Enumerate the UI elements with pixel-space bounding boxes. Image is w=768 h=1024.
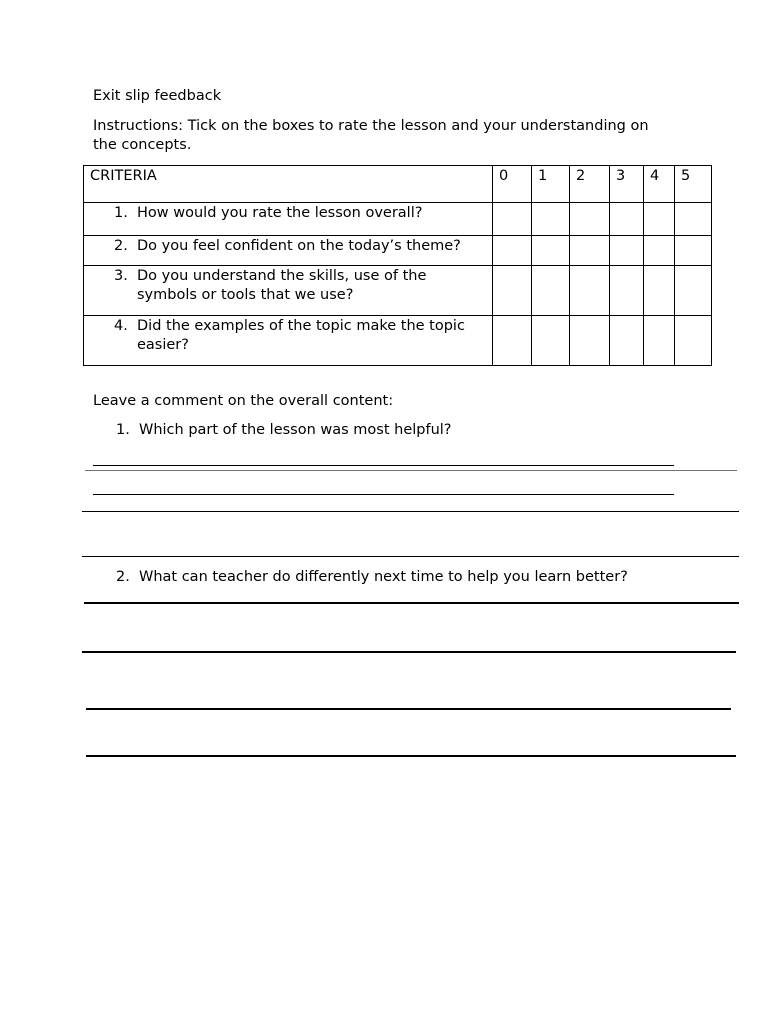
question-number: 2. [114, 238, 128, 254]
question-row-2 [84, 236, 712, 266]
comment-question-text: Which part of the lesson was most helpful? [139, 422, 452, 438]
rating-checkbox-q1-0[interactable] [493, 203, 532, 236]
question-cell [84, 266, 493, 316]
question-cell [84, 316, 493, 366]
question-number: 4. [114, 318, 128, 334]
question-row-1 [84, 203, 712, 236]
rating-checkbox-q4-3[interactable] [610, 316, 644, 366]
rating-checkbox-q1-4[interactable] [644, 203, 675, 236]
answer-line[interactable] [82, 651, 736, 653]
rating-checkbox-q4-5[interactable] [675, 316, 712, 366]
comment-question-text: What can teacher do differently next time to help you learn better? [139, 569, 628, 585]
rating-checkbox-q1-5[interactable] [675, 203, 712, 236]
question-cell [84, 236, 493, 266]
rating-checkbox-q3-1[interactable] [532, 266, 570, 316]
question-row-4 [84, 316, 712, 366]
scale-label-1: 1 [538, 168, 548, 184]
rating-checkbox-q3-3[interactable] [610, 266, 644, 316]
rating-checkbox-q4-4[interactable] [644, 316, 675, 366]
comment-question-number: 1. [116, 422, 130, 438]
question-text: Did the examples of the topic make the topic easier? [137, 318, 465, 353]
rating-checkbox-q2-1[interactable] [532, 236, 570, 266]
scale-header-cell [610, 166, 644, 203]
scale-label-5: 5 [681, 168, 691, 184]
rating-checkbox-q4-2[interactable] [570, 316, 610, 366]
rating-checkbox-q3-5[interactable] [675, 266, 712, 316]
question-text: Do you feel confident on the today’s theme? [137, 238, 461, 254]
comment-question-2 [116, 568, 628, 587]
question-row-3 [84, 266, 712, 316]
document-title: Exit slip feedback [93, 88, 222, 104]
answer-line[interactable] [93, 494, 674, 495]
rating-checkbox-q4-0[interactable] [493, 316, 532, 366]
answer-line[interactable] [86, 755, 736, 757]
rating-checkbox-q1-3[interactable] [610, 203, 644, 236]
comment-question-1 [116, 421, 452, 440]
rating-checkbox-q2-4[interactable] [644, 236, 675, 266]
question-text: How would you rate the lesson overall? [137, 205, 423, 221]
question-number: 3. [114, 268, 128, 284]
instructions-text: Instructions: Tick on the boxes to rate the lesson and your understanding on the concepts. [93, 118, 649, 153]
comment-question-number: 2. [116, 569, 130, 585]
answer-line[interactable] [82, 556, 739, 557]
answer-line[interactable] [84, 602, 739, 604]
scale-header-cell [644, 166, 675, 203]
scale-header-cell [570, 166, 610, 203]
scale-label-3: 3 [616, 168, 626, 184]
scale-label-4: 4 [650, 168, 660, 184]
rating-checkbox-q1-2[interactable] [570, 203, 610, 236]
scale-header-cell [532, 166, 570, 203]
rating-checkbox-q3-0[interactable] [493, 266, 532, 316]
rating-checkbox-q2-3[interactable] [610, 236, 644, 266]
scale-header-cell [675, 166, 712, 203]
rating-checkbox-q2-0[interactable] [493, 236, 532, 266]
answer-line[interactable] [85, 470, 737, 471]
question-number: 1. [114, 205, 128, 221]
answer-line[interactable] [93, 465, 674, 466]
criteria-header-cell [84, 166, 493, 203]
scale-header-cell [493, 166, 532, 203]
comment-section-lead: Leave a comment on the overall content: [93, 393, 394, 409]
rating-checkbox-q2-2[interactable] [570, 236, 610, 266]
rating-table [83, 165, 712, 366]
answer-line[interactable] [86, 708, 731, 710]
rating-checkbox-q1-1[interactable] [532, 203, 570, 236]
scale-label-0: 0 [499, 168, 509, 184]
answer-line[interactable] [82, 511, 739, 512]
question-cell [84, 203, 493, 236]
rating-checkbox-q3-2[interactable] [570, 266, 610, 316]
scale-label-2: 2 [576, 168, 586, 184]
question-text: Do you understand the skills, use of the symbols or tools that we use? [137, 268, 427, 303]
rating-checkbox-q2-5[interactable] [675, 236, 712, 266]
rating-checkbox-q3-4[interactable] [644, 266, 675, 316]
rating-checkbox-q4-1[interactable] [532, 316, 570, 366]
criteria-header: CRITERIA [90, 168, 157, 184]
rating-table-header-row [84, 166, 712, 203]
